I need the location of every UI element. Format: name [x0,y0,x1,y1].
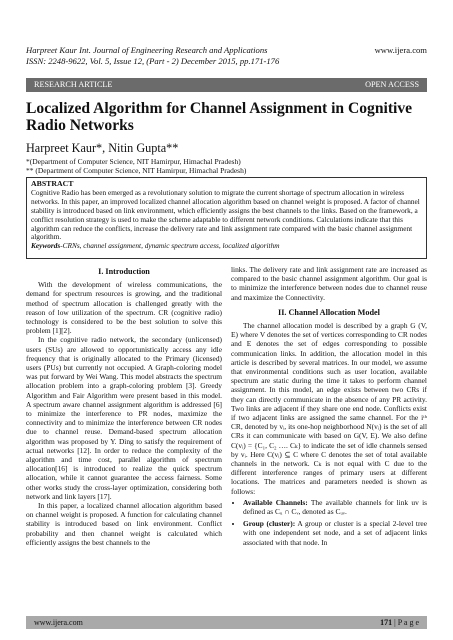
group-cluster-text: A group or cluster is a special 2-level tree with one independent set node, and a set of adjacent links associated with that node. In [243,519,427,547]
journal-website[interactable]: www.ijera.com [374,45,427,55]
keywords-text: -CRNs, channel assignment, dynamic spectrum access, localized algorithm [60,241,280,251]
footer-website[interactable]: www.ijera.com [34,618,83,627]
research-article-label: RESEARCH ARTICLE [34,80,113,89]
model-paragraph-1: The channel allocation model is described by a graph G (V, E) where V denotes the set of vertices corresponding to CR nodes and E denotes the set of edges corresponding to possible communication links. In addition, the allocation model in this article is described by several matrices. In our model, we assume that environmental conditions such as user location, available spectrum are static during the time it takes to perform channel assignment. In this model, an edge exists between two CRs if they can directly communicate in the absence of any PR activity. Two links are adjacent if they share one end node. Conflicts exist if two adjacent links are assigned the same channel. For the iᵗʰ CR, denoted by vᵢ, its one-hop neighborhood N(vᵢ) is the set of all CRs it can communicate with based on G(V, E). We also define C(vᵢ) = {C₁, C₂ …. Cₖ} to indicate the set of idle channels sensed by vᵢ. Here C(vᵢ) ⊆ C where C denotes the set of total available channels in the network. Cₖ is not equal with C due to the different interference ranges of primary users at different locations. The matrices and parameters needed is shown as follows: [231,321,427,496]
journal-citation-line2: ISSN: 2248-9622, Vol. 5, Issue 12, (Part - 2) December 2015, pp.171-176 [26,56,280,66]
paper-title: Localized Algorithm for Channel Assignment in Cognitive Radio Networks [26,100,413,134]
parameter-list [231,498,427,547]
paper-authors: Harpreet Kaur*, Nitin Gupta** [26,141,179,155]
page-footer [26,616,427,629]
list-item [243,498,427,516]
left-column [26,265,222,547]
intro-paragraph-3: In this paper, a localized channel allocation algorithm based on channel weight is proposed. A function for calculating channel stability is introduced based on link environment. Conflict probability and then channel weight is calculated which efficiently assigns the best channels to the [26,501,222,547]
journal-citation-line1: Harpreet Kaur Int. Journal of Engineering Research and Applications [26,45,268,55]
list-item [243,519,427,547]
open-access-label: OPEN ACCESS [365,80,419,89]
right-column [231,265,427,550]
article-type-banner [26,78,427,92]
page-number: 171 [380,618,393,627]
available-channels-text: The available channels for link uv is defined as Cᵤ ∩ Cᵥ, denoted as Cᵤᵥ. [243,497,427,517]
abstract-heading: ABSTRACT [31,179,74,188]
abstract-box [26,177,427,259]
author-affiliation-1: *(Department of Computer Science, NIT Hamirpur, Himachal Pradesh) [26,157,241,166]
intro-paragraph-continued: links. The delivery rate and link assignment rate are increased as compared to the basic channel assignment algorithm. Our goal is to minimize the interference between nodes due to channel reuse and maximize the Connectivity. [231,265,427,302]
intro-paragraph-1: With the development of wireless communications, the demand for spectrum resources is growing, and the traditional method of spectrum allocation is challenged greatly with the reason of low utilization of the spectrum. CR (cognitive radio) technology is considered to be the best solution to solve this problem [1][2]. [26,280,222,336]
group-cluster-label: Group (cluster): [243,519,296,529]
section-heading-introduction: I. Introduction [98,267,150,276]
footer-page-number [380,616,419,629]
section-heading-channel-allocation-model: II. Channel Allocation Model [278,307,380,317]
keywords-label: Keywords [31,241,61,251]
page-suffix: | P a g e [394,618,419,627]
keywords-line [31,242,422,251]
abstract-text: Cognitive Radio has been emerged as a revolutionary solution to migrate the current shortage of spectrum allocation in wireless networks. In this paper, an improved localized channel allocation algorithm based on channel weight is proposed. A factor of channel stability is introduced based on link environment, which efficiently assigns the best channels to the links. Based on the framework, a conflict resolution strategy is used to make the scheme adaptable to different network conditions. Calculations indicate that this algorithm can reduce the conflicts, increase the delivery rate and link assignment rate compared with the basic channel assignment algorithm. [31,187,420,242]
author-affiliation-2: ** (Department of Computer Science, NIT Hamirpur, Himachal Pradesh) [26,166,247,175]
intro-paragraph-2: In the cognitive radio network, the secondary (unlicensed) users (SUs) are allowed to opportunistically access any idle frequency that is originally allocated to the Primary (licensed) users (PUs) but currently not occupied. A Graph-coloring model was put forward by Wei Wang. This model abstracts the spectrum allocation problem into a graph-coloring problem [3]. Greedy Algorithm and Fair Algorithm were present based in this model. A spectrum aware channel assignment algorithm is addressed [6] to minimize the interference to PR nodes, maximize the connectivity and to minimize the interference between CR nodes due to channel reuse. Demand-based spectrum allocation algorithm was proposed by Y. Ding to satisfy the requirement of actual networks [12]. In order to reduce the complexity of the algorithm and time cost, parallel algorithm of spectrum allocation[16] is introduced to realize the quick spectrum allocation, while it cannot guarantee the access fairness. Some other works study the cross-layer optimization, considering both network and link layers [17]. [26,335,222,501]
available-channels-label: Available Channels: [243,497,308,507]
